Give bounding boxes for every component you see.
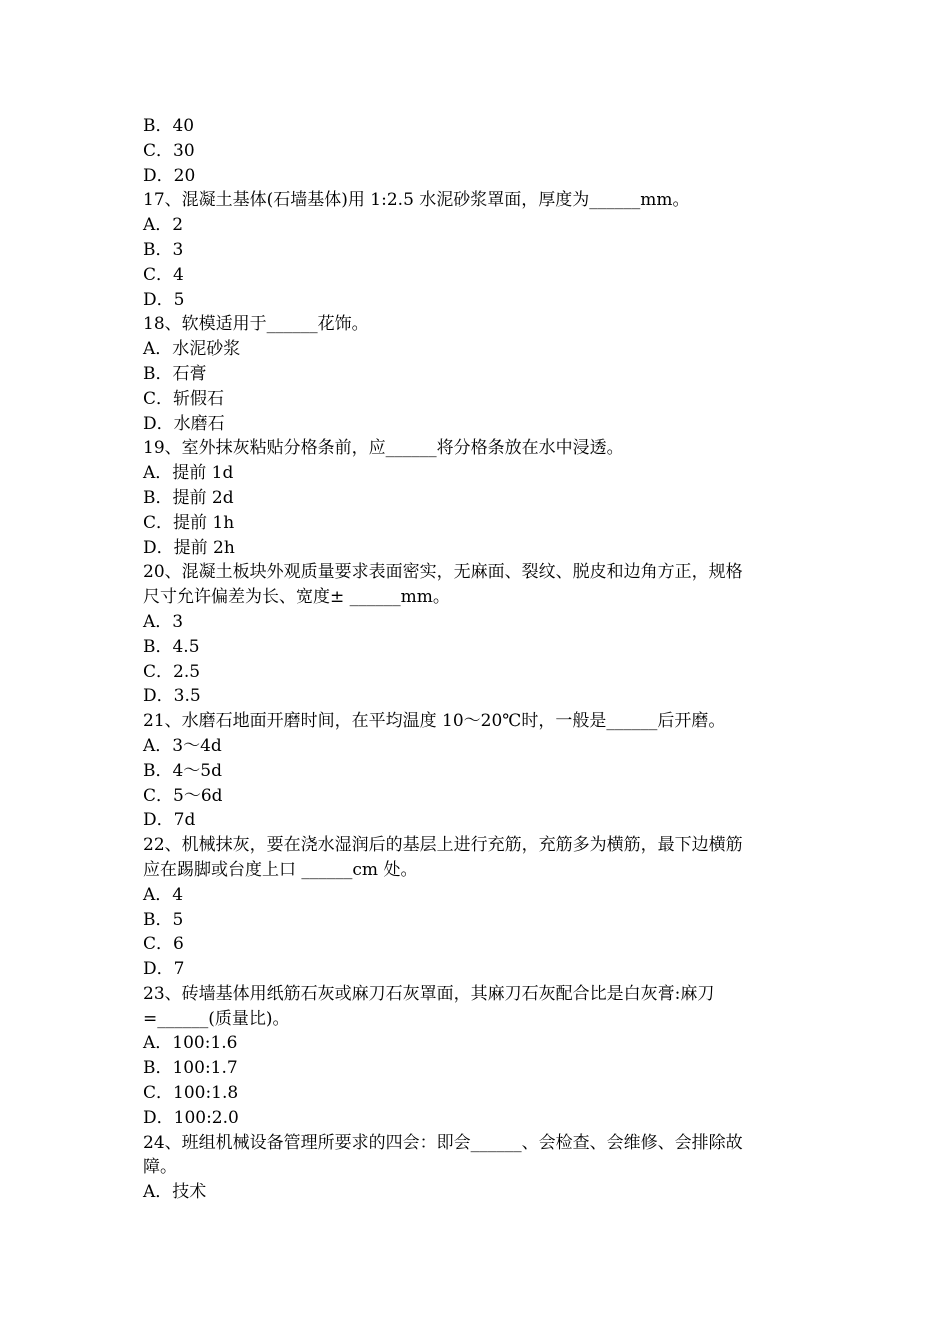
text-line: B．4.5 [143, 636, 200, 657]
text-line: A．100:1.6 [143, 1033, 238, 1054]
text-line: B．100:1.7 [143, 1058, 238, 1079]
question-21: 21、水磨石地面开磨时间，在平均温度 10～20℃时，一般是______后开磨。 [143, 711, 726, 732]
text-line: A．2 [143, 215, 184, 236]
text-line: D．7 [143, 959, 185, 980]
text-line: A．3 [143, 611, 184, 632]
text-line: A．水泥砂浆 [143, 339, 241, 360]
text-line: C．斩假石 [143, 388, 225, 409]
question-20: 20、混凝土板块外观质量要求表面密实，无麻面、裂纹、脱皮和边角方正，规格 [143, 562, 743, 583]
text-line: D．5 [143, 289, 185, 310]
text-line: C．30 [143, 140, 195, 161]
question-22: 22、机械抹灰，要在浇水湿润后的基层上进行充筋，充筋多为横筋，最下边横筋 [143, 835, 743, 856]
text-line: C．6 [143, 934, 184, 955]
question-24: 24、班组机械设备管理所要求的四会：即会______、会检查、会维修、会排除故 [143, 1132, 743, 1153]
text-line: A．4 [143, 884, 184, 905]
text-line: B．4～5d [143, 760, 223, 781]
text-line: 障。 [143, 1157, 177, 1178]
text-line: B．40 [143, 116, 195, 136]
text-line: A．技术 [143, 1182, 207, 1203]
text-line: C．100:1.8 [143, 1083, 239, 1104]
text-line: B．3 [143, 239, 184, 260]
text-line: B．提前 2d [143, 487, 234, 508]
text-line: =______(质量比)。 [143, 1008, 290, 1029]
text-line: D．7d [143, 810, 196, 831]
text-line: A．提前 1d [143, 463, 234, 484]
exam-question-text [143, 114, 815, 1205]
question-23: 23、砖墙基体用纸筋石灰或麻刀石灰罩面，其麻刀石灰配合比是白灰膏:麻刀 [143, 983, 715, 1004]
text-line: C．2.5 [143, 661, 201, 682]
text-line: C．5～6d [143, 785, 223, 806]
text-line: B．5 [143, 909, 184, 930]
text-line: C．4 [143, 264, 184, 285]
text-line: A．3～4d [143, 735, 222, 756]
text-line: D．20 [143, 165, 196, 186]
text-line: 应在踢脚或台度上口 ______cm 处。 [143, 859, 418, 880]
text-line: 尺寸允许偏差为长、宽度± ______mm。 [143, 587, 450, 608]
text-line: B．石膏 [143, 363, 207, 384]
question-18: 18、软模适用于______花饰。 [143, 314, 369, 335]
text-line: D．3.5 [143, 686, 201, 707]
question-19: 19、室外抹灰粘贴分格条前，应______将分格条放在水中浸透。 [143, 438, 624, 459]
text-line: C．提前 1h [143, 512, 235, 533]
text-line: D．100:2.0 [143, 1107, 239, 1128]
text-line: D．提前 2h [143, 537, 235, 558]
text-line: D．水磨石 [143, 413, 225, 434]
question-17: 17、混凝土基体(石墙基体)用 1:2.5 水泥砂浆罩面，厚度为______mm。 [143, 190, 690, 211]
